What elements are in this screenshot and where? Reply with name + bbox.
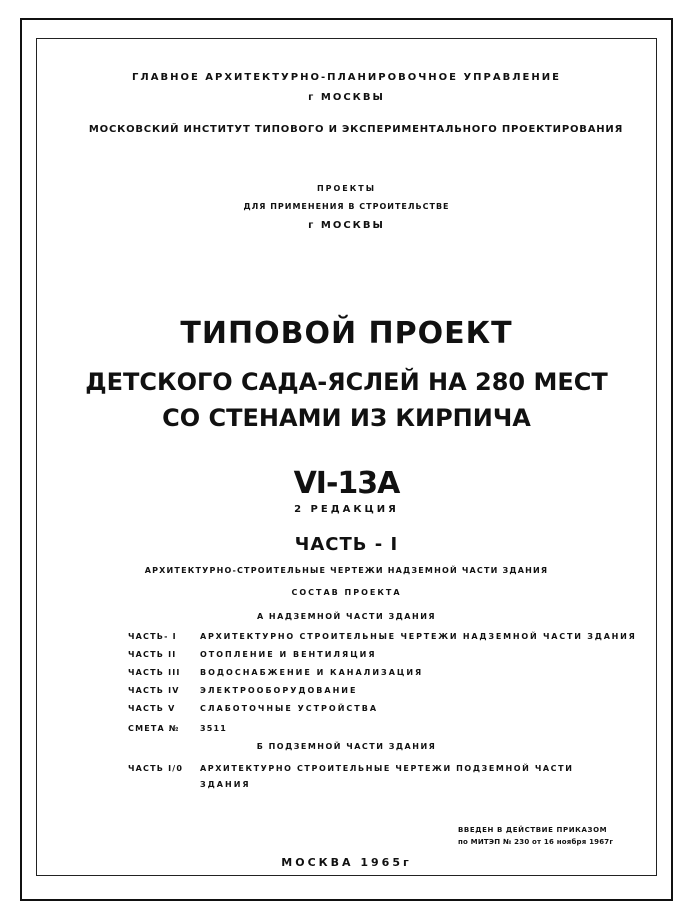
part-description: АРХИТЕКТУРНО-СТРОИТЕЛЬНЫЕ ЧЕРТЕЖИ НАДЗЕМНОЙ ЧАСТИ ЗДАНИЯ bbox=[144, 566, 549, 575]
part-label: ЧАСТЬ - I bbox=[294, 534, 399, 555]
section-a-heading: А НАДЗЕМНОЙ ЧАСТИ ЗДАНИЯ bbox=[256, 612, 437, 621]
authority-line: ГЛАВНОЕ АРХИТЕКТУРНО-ПЛАНИРОВОЧНОЕ УПРАВЛЕНИЕ bbox=[132, 72, 561, 83]
part-5-label: ЧАСТЬ V bbox=[128, 704, 176, 713]
section-b-heading: Б ПОДЗЕМНОЙ ЧАСТИ ЗДАНИЯ bbox=[256, 742, 437, 751]
composition-heading: СОСТАВ ПРОЕКТА bbox=[291, 588, 402, 597]
underground-part-label: ЧАСТЬ I/0 bbox=[128, 764, 184, 773]
estimate-label: СМЕТА № bbox=[128, 724, 180, 733]
part-4-label: ЧАСТЬ IV bbox=[128, 686, 180, 695]
part-1-label: ЧАСТЬ- I bbox=[128, 632, 177, 641]
city-line: г МОСКВЫ bbox=[308, 92, 385, 103]
part-3-label: ЧАСТЬ III bbox=[128, 668, 181, 677]
part-3-desc: ВОДОСНАБЖЕНИЕ И КАНАЛИЗАЦИЯ bbox=[200, 668, 424, 677]
projects-line3: г МОСКВЫ bbox=[308, 220, 385, 231]
institute-line: МОСКОВСКИЙ ИНСТИТУТ ТИПОВОГО И ЭКСПЕРИМЕНТАЛЬНОГО ПРОЕКТИРОВАНИЯ bbox=[88, 124, 624, 135]
edition: 2 РЕДАКЦИЯ bbox=[294, 504, 399, 515]
part-4-desc: ЭЛЕКТРООБОРУДОВАНИЕ bbox=[200, 686, 358, 695]
underground-desc-line2: ЗДАНИЯ bbox=[200, 780, 251, 789]
order-line1: ВВЕДЕН В ДЕЙСТВИЕ ПРИКАЗОМ bbox=[458, 826, 608, 834]
subtitle-line2: СО СТЕНАМИ ИЗ КИРПИЧА bbox=[162, 404, 531, 432]
part-5-desc: СЛАБОТОЧНЫЕ УСТРОЙСТВА bbox=[200, 704, 379, 713]
projects-line2: ДЛЯ ПРИМЕНЕНИЯ В СТРОИТЕЛЬСТВЕ bbox=[243, 202, 450, 211]
underground-desc-line1: АРХИТЕКТУРНО СТРОИТЕЛЬНЫЕ ЧЕРТЕЖИ ПОДЗЕМНОЙ ЧАСТИ bbox=[200, 764, 574, 773]
subtitle-line1: ДЕТСКОГО САДА-ЯСЛЕЙ НА 280 МЕСТ bbox=[85, 368, 608, 396]
estimate-number: 3511 bbox=[200, 724, 228, 733]
project-code: VI-13А bbox=[293, 466, 400, 501]
projects-line1: ПРОЕКТЫ bbox=[316, 184, 377, 193]
part-1-desc: АРХИТЕКТУРНО СТРОИТЕЛЬНЫЕ ЧЕРТЕЖИ НАДЗЕМНОЙ ЧАСТИ ЗДАНИЯ bbox=[200, 632, 637, 641]
part-2-desc: ОТОПЛЕНИЕ И ВЕНТИЛЯЦИЯ bbox=[200, 650, 377, 659]
main-title: ТИПОВОЙ ПРОЕКТ bbox=[180, 316, 513, 351]
part-2-label: ЧАСТЬ II bbox=[128, 650, 177, 659]
footer-place-year: МОСКВА 1965г bbox=[281, 856, 412, 869]
order-line2: по МИТЭП № 230 от 16 ноября 1967г bbox=[458, 838, 614, 846]
